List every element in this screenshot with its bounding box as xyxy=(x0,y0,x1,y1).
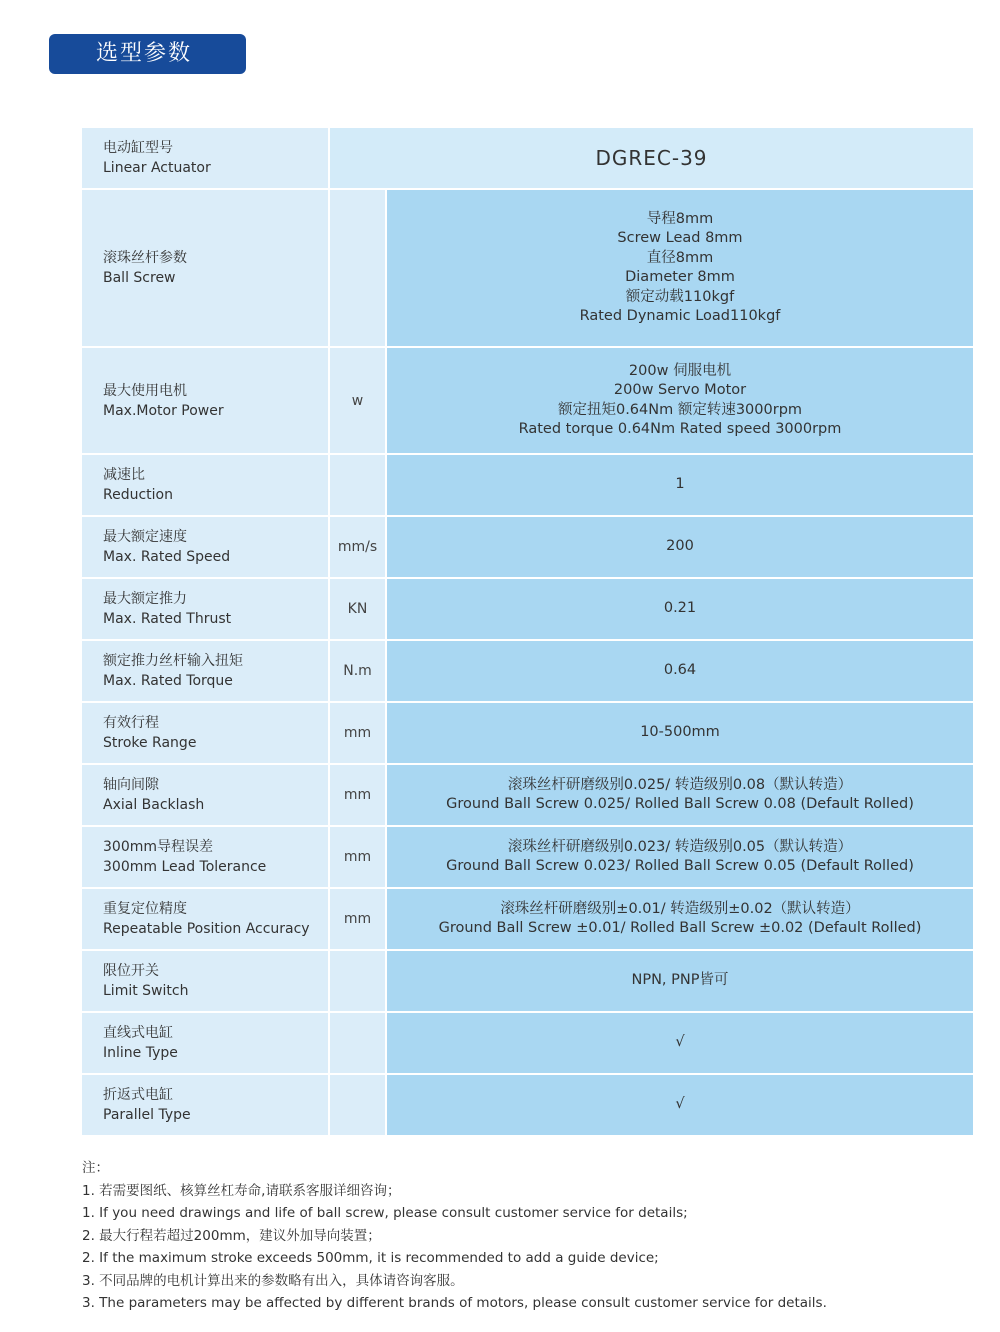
spec-row-rated-speed xyxy=(81,516,974,578)
spec-label-cn: 限位开关 xyxy=(103,963,159,979)
spec-value-line: 0.21 xyxy=(663,600,697,617)
spec-value-line: Ground Ball Screw 0.025/ Rolled Ball Screw 0.08 (Default Rolled) xyxy=(446,796,914,812)
spec-label-en: Limit Switch xyxy=(103,983,189,999)
spec-value-line: 0.64 xyxy=(663,662,697,679)
section-title: 选型参数 xyxy=(96,41,193,66)
spec-label-cell xyxy=(81,516,329,578)
spec-value-line: 额定动载110kgf xyxy=(625,288,735,305)
spec-row-ball-screw xyxy=(81,189,974,347)
spec-label-cell xyxy=(81,454,329,516)
spec-label-en: Repeatable Position Accuracy xyxy=(103,921,310,937)
spec-value-line: 滚珠丝杆研磨级别0.025/ 转造级别0.08（默认转造） xyxy=(507,776,853,793)
spec-label-cell xyxy=(81,578,329,640)
spec-row-reduction xyxy=(81,454,974,516)
spec-label-cn: 滚珠丝杆参数 xyxy=(103,250,187,266)
spec-label-cn: 最大额定速度 xyxy=(103,529,187,545)
spec-unit-cell xyxy=(329,1012,386,1074)
spec-row-axial-backlash xyxy=(81,764,974,826)
spec-label-en: Max. Rated Speed xyxy=(103,549,231,565)
spec-value-line: √ xyxy=(675,1096,685,1113)
spec-label-en: Max. Rated Torque xyxy=(103,673,233,689)
spec-label-cn: 额定推力丝杆输入扭矩 xyxy=(103,653,243,669)
model-name: DGREC-39 xyxy=(595,146,708,170)
spec-label-en: Reduction xyxy=(103,487,173,503)
spec-value-line: 导程8mm xyxy=(646,210,714,227)
spec-value-cell xyxy=(386,826,974,888)
model-row xyxy=(81,128,974,189)
spec-label-cn: 轴向间隙 xyxy=(103,777,159,793)
model-label-cn: 电动缸型号 xyxy=(103,140,173,156)
spec-row-limit-switch xyxy=(81,950,974,1012)
notes-heading: 注： xyxy=(82,1160,109,1176)
spec-unit: KN xyxy=(347,601,368,617)
model-name-cell xyxy=(329,128,974,189)
spec-value-line: Ground Ball Screw ±0.01/ Rolled Ball Screw ±0.02 (Default Rolled) xyxy=(438,920,922,936)
notes xyxy=(82,1157,982,1315)
spec-label-en: Max.Motor Power xyxy=(103,402,224,419)
spec-label-cell xyxy=(81,347,329,454)
note-line: 3. 不同品牌的电机计算出来的参数略有出入，具体请咨询客服。 xyxy=(82,1272,464,1289)
spec-value-line: 200w 伺服电机 xyxy=(628,362,732,379)
spec-unit: N.m xyxy=(343,663,372,679)
spec-value-cell xyxy=(386,764,974,826)
spec-value-cell xyxy=(386,1074,974,1136)
spec-label-cn: 直线式电缸 xyxy=(103,1025,173,1041)
spec-label-en: Parallel Type xyxy=(103,1107,191,1123)
spec-label-cell xyxy=(81,702,329,764)
spec-value-line: 滚珠丝杆研磨级别±0.01/ 转造级别±0.02（默认转造） xyxy=(500,900,860,917)
spec-value-cell xyxy=(386,640,974,702)
spec-unit: mm xyxy=(343,849,372,865)
spec-label-cn: 有效行程 xyxy=(103,715,159,731)
spec-label-en: Inline Type xyxy=(103,1045,178,1061)
spec-label-cell xyxy=(81,1012,329,1074)
spec-row-motor-power xyxy=(81,347,974,454)
spec-unit-cell xyxy=(329,347,386,454)
spec-value-line: 1 xyxy=(675,476,685,493)
spec-unit-cell xyxy=(329,950,386,1012)
spec-label-en: 300mm Lead Tolerance xyxy=(103,859,267,875)
spec-unit-cell xyxy=(329,1074,386,1136)
spec-value-cell xyxy=(386,347,974,454)
spec-unit-cell xyxy=(329,516,386,578)
spec-unit: mm xyxy=(343,911,372,927)
spec-value-line: 200w Servo Motor xyxy=(613,382,747,398)
note-line: 1. If you need drawings and life of ball screw, please consult customer service for details; xyxy=(82,1205,688,1221)
spec-value-cell xyxy=(386,578,974,640)
spec-label-en: Ball Screw xyxy=(103,270,176,286)
spec-value-cell xyxy=(386,950,974,1012)
spec-value-line: 额定扭矩0.64Nm 额定转速3000rpm xyxy=(557,401,803,418)
spec-label-cn: 折返式电缸 xyxy=(103,1087,173,1103)
spec-value-cell xyxy=(386,1012,974,1074)
spec-label-cn: 重复定位精度 xyxy=(103,901,187,917)
spec-label-cell xyxy=(81,189,329,347)
note-line: 2. 最大行程若超过200mm，建议外加导向装置； xyxy=(82,1227,381,1244)
spec-value-line: NPN, PNP皆可 xyxy=(631,972,729,989)
spec-value-line: Rated torque 0.64Nm Rated speed 3000rpm xyxy=(518,421,842,437)
spec-value-line: 200 xyxy=(666,538,694,555)
spec-unit-cell xyxy=(329,454,386,516)
spec-value-line: 直径8mm xyxy=(646,249,714,266)
spec-label-cell xyxy=(81,950,329,1012)
spec-value-line: Ground Ball Screw 0.023/ Rolled Ball Screw 0.05 (Default Rolled) xyxy=(446,858,914,874)
spec-unit-cell xyxy=(329,702,386,764)
spec-unit-cell xyxy=(329,888,386,950)
spec-unit-cell xyxy=(329,826,386,888)
spec-unit-cell xyxy=(329,578,386,640)
spec-row-inline-type xyxy=(81,1012,974,1074)
spec-row-rated-thrust xyxy=(81,578,974,640)
section-title-badge xyxy=(49,34,246,74)
spec-value-cell xyxy=(386,189,974,347)
spec-value-line: 10-500mm xyxy=(640,724,720,741)
spec-value-cell xyxy=(386,888,974,950)
spec-label-cn: 最大使用电机 xyxy=(103,382,187,399)
spec-row-stroke-range xyxy=(81,702,974,764)
spec-label-cell xyxy=(81,1074,329,1136)
spec-value-line: Rated Dynamic Load110kgf xyxy=(579,308,781,324)
model-label-cell xyxy=(81,128,329,189)
spec-label-en: Max. Rated Thrust xyxy=(103,611,232,627)
model-label-en: Linear Actuator xyxy=(103,160,211,176)
spec-unit: mm xyxy=(343,725,372,741)
spec-value-line: Screw Lead 8mm xyxy=(617,230,743,246)
spec-label-cell xyxy=(81,640,329,702)
spec-unit-cell xyxy=(329,640,386,702)
spec-label-cn: 减速比 xyxy=(103,467,145,483)
spec-unit-cell xyxy=(329,764,386,826)
note-line: 1. 若需要图纸、核算丝杠寿命,请联系客服详细咨询； xyxy=(82,1182,401,1199)
spec-label-cn: 最大额定推力 xyxy=(103,591,187,607)
spec-value-cell xyxy=(386,702,974,764)
spec-label-cn: 300mm导程误差 xyxy=(103,839,213,855)
spec-unit-cell xyxy=(329,189,386,347)
spec-unit: mm/s xyxy=(337,539,378,555)
spec-value-line: √ xyxy=(675,1034,685,1051)
note-line: 2. If the maximum stroke exceeds 500mm, it is recommended to add a guide device; xyxy=(82,1250,659,1266)
spec-label-en: Stroke Range xyxy=(103,735,197,751)
spec-value-line: Diameter 8mm xyxy=(625,269,735,285)
spec-label-cell xyxy=(81,888,329,950)
spec-row-lead-tolerance xyxy=(81,826,974,888)
spec-label-cell xyxy=(81,826,329,888)
spec-label-en: Axial Backlash xyxy=(103,797,205,813)
spec-table xyxy=(80,128,975,1137)
spec-value-cell xyxy=(386,454,974,516)
spec-row-parallel-type xyxy=(81,1074,974,1136)
spec-unit: w xyxy=(351,392,364,409)
spec-value-line: 滚珠丝杆研磨级别0.023/ 转造级别0.05（默认转造） xyxy=(507,838,853,855)
spec-row-rated-torque xyxy=(81,640,974,702)
note-line: 3. The parameters may be affected by different brands of motors, please consult customer service for details. xyxy=(82,1295,827,1311)
spec-unit: mm xyxy=(343,787,372,803)
spec-value-cell xyxy=(386,516,974,578)
spec-row-position-accuracy xyxy=(81,888,974,950)
spec-label-cell xyxy=(81,764,329,826)
